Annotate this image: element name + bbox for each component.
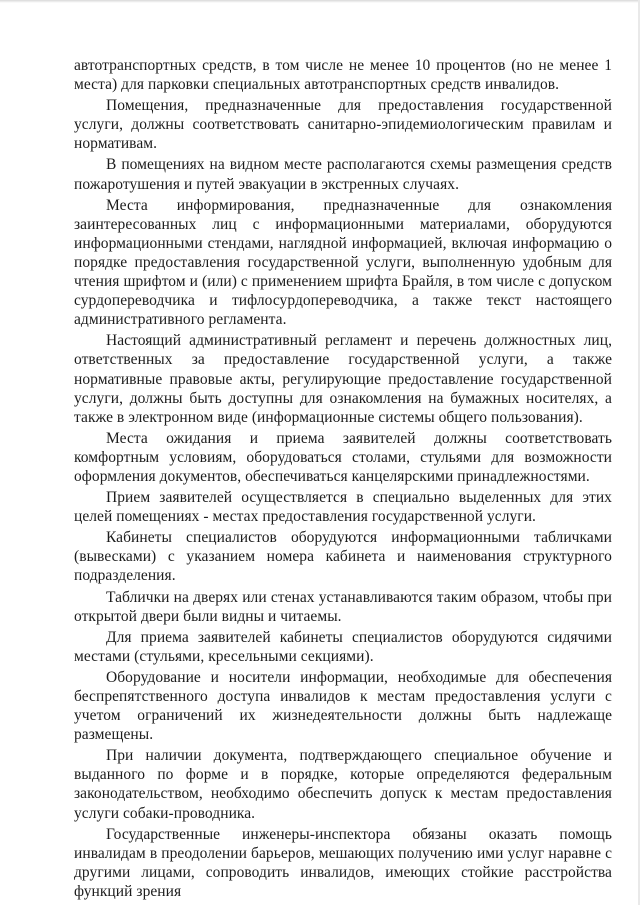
paragraph-regulation-availability: Настоящий административный регламент и перечень должностных лиц, ответственных за предоставление государственной услуги, а также нормативные правовые акты, регулирующие предоставление государственной услуги, должны быть доступны для ознакомления на бумажных носителях, а также в электронном виде (информационные системы общего пользования).	[74, 332, 612, 426]
paragraph-reception-premises: Прием заявителей осуществляется в специально выделенных для этих целей помещениях - местах предоставления государственной услуги.	[74, 489, 612, 526]
paragraph-accessibility-equipment: Оборудование и носители информации, необходимые для обеспечения беспрепятственного доступа инвалидов к местам предоставления услуги с учетом ограничений их жизнедеятельности должны быть надлежаще размещены.	[74, 668, 612, 744]
paragraph-information-places: Места информирования, предназначенные для ознакомления заинтересованных лиц с информационными материалами, оборудуются информационными стендами, наглядной информацией, включая информацию о порядке предоставления государственной услуги, выполненную удобным для чтения шрифтом и (или) с применением шрифта Брайля, в том числе с допуском сурдопереводчика и тифлосурдопереводчика, а также текст настоящего административного регламента.	[74, 196, 612, 329]
paragraph-office-signs: Кабинеты специалистов оборудуются информационными табличками (вывесками) с указанием номера кабинета и наименования структурного подразделения.	[74, 529, 612, 585]
scan-top-edge	[0, 0, 640, 3]
paragraph-inspector-assistance: Государственные инженеры-инспектора обязаны оказать помощь инвалидам в преодолении барьеров, мешающих получению ими услуг наравне с другими лицами, сопроводить инвалидов, имеющих стойкие расстройства функций зрения	[74, 825, 612, 900]
paragraph-parking-continuation: автотранспортных средств, в том числе не менее 10 процентов (но не менее 1 места) для парковки специальных автотранспортных средств инвалидов.	[74, 57, 612, 94]
paragraph-sign-placement: Таблички на дверях или стенах устанавливаются таким образом, чтобы при открытой двери были видны и читаемы.	[74, 588, 612, 625]
paragraph-waiting-places: Места ожидания и приема заявителей должны соответствовать комфортным условиям, оборудоваться столами, стульями для возможности оформления документов, обеспечиваться канцелярскими принадлежностями.	[74, 429, 612, 485]
document-body	[74, 56, 612, 903]
paragraph-evacuation-schemes: В помещениях на видном месте располагаются схемы размещения средств пожаротушения и путей эвакуации в экстренных случаях.	[74, 156, 612, 193]
paragraph-guide-dog: При наличии документа, подтверждающего специальное обучение и выданного по форме и в порядке, которые определяются федеральным законодательством, необходимо обеспечить допуск к местам предоставления услуги собаки-проводника.	[74, 747, 612, 822]
paragraph-premises-sanitary: Помещения, предназначенные для предоставления государственной услуги, должны соответствовать санитарно-эпидемиологическим правилам и нормативам.	[74, 97, 612, 153]
paragraph-seating: Для приема заявителей кабинеты специалистов оборудуются сидячими местами (стульями, кресельными секциями).	[74, 628, 612, 665]
